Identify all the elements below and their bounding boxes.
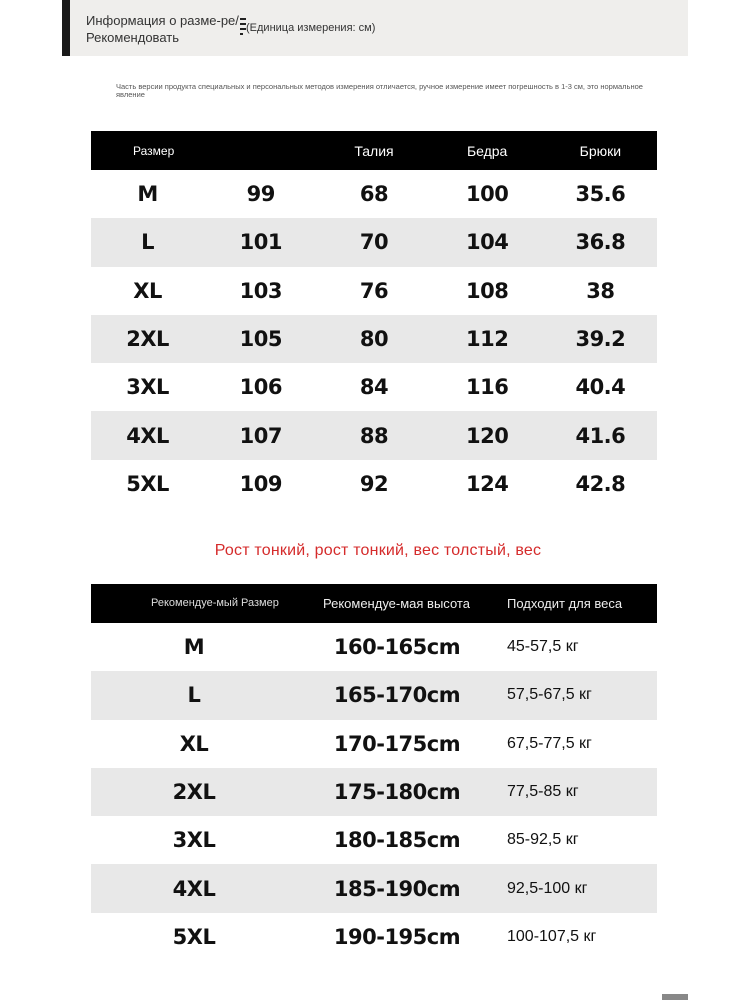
size-cell: 3XL — [172, 828, 216, 853]
value-cell: 101 — [204, 218, 317, 266]
table-row — [91, 218, 657, 266]
waist-cell: 70 — [317, 218, 430, 266]
trousers-cell: 38 — [586, 278, 615, 303]
size-cell: 2XL — [91, 768, 297, 816]
hips-cell: 116 — [465, 375, 509, 400]
height-cell: 190-195cm — [333, 924, 461, 949]
height-cell: 160-165cm — [333, 635, 461, 660]
weight-cell: 100-107,5 кг — [507, 927, 597, 945]
weight-cell: 85-92,5 кг — [507, 831, 579, 849]
waist-cell: 92 — [359, 471, 389, 496]
hips-cell: 104 — [431, 218, 544, 266]
value-cell: 106 — [239, 375, 282, 400]
waist-cell: 84 — [359, 375, 389, 400]
waist-cell: 88 — [317, 411, 430, 459]
promo-text: Рост тонкий, рост тонкий, вес толстый, вес — [214, 542, 542, 559]
size-table-header — [91, 131, 657, 170]
trousers-cell: 40.4 — [575, 375, 626, 400]
value-cell: 107 — [204, 411, 317, 459]
table-row — [91, 315, 657, 363]
header-trousers: Брюки — [544, 131, 657, 170]
table-row — [91, 267, 657, 315]
trousers-cell: 35.6 — [575, 182, 626, 207]
unit-label: (Единица измерения: см) — [246, 22, 376, 34]
height-cell: 165-170cm — [297, 671, 497, 719]
size-cell: XL — [133, 278, 162, 303]
size-cell: 2XL — [91, 315, 204, 363]
hips-cell: 124 — [465, 471, 509, 496]
header-accent-bar — [62, 0, 70, 56]
size-cell: 4XL — [91, 411, 204, 459]
waist-cell: 68 — [359, 182, 389, 207]
weight-cell: 77,5-85 кг — [497, 768, 657, 816]
trousers-cell: 39.2 — [544, 315, 657, 363]
header-size: Размер — [91, 131, 204, 170]
table-row — [91, 170, 657, 218]
table-row — [91, 864, 657, 912]
weight-cell: 57,5-67,5 кг — [497, 671, 657, 719]
trousers-cell: 36.8 — [544, 218, 657, 266]
size-table — [91, 131, 657, 508]
size-info-header — [62, 0, 688, 56]
table-row — [91, 720, 657, 768]
hips-cell: 112 — [431, 315, 544, 363]
size-cell: 3XL — [126, 375, 169, 400]
table-row — [91, 768, 657, 816]
waist-cell: 76 — [359, 278, 389, 303]
table-row — [91, 671, 657, 719]
table-row — [91, 460, 657, 508]
value-cell: 105 — [204, 315, 317, 363]
table-row — [91, 623, 657, 671]
table-row — [91, 913, 657, 961]
recommendation-table-header — [91, 584, 657, 623]
size-cell: 5XL — [126, 471, 169, 496]
header-hips: Бедра — [431, 131, 544, 170]
header-title: Информация о разме-ре/Рекомендовать — [86, 13, 239, 45]
trousers-cell: 41.6 — [544, 411, 657, 459]
size-cell: M — [183, 635, 205, 660]
height-cell: 170-175cm — [333, 731, 461, 756]
trousers-cell: 42.8 — [575, 471, 626, 496]
corner-decoration — [662, 994, 688, 1000]
hips-cell: 108 — [465, 278, 509, 303]
hips-cell: 120 — [431, 411, 544, 459]
weight-cell: 92,5-100 кг — [497, 864, 657, 912]
value-cell: 109 — [239, 471, 282, 496]
header-suitable-weight: Подходит для веса — [497, 584, 657, 623]
header-recommended-height: Рекомендуе-мая высота — [297, 584, 497, 623]
size-cell: XL — [179, 731, 209, 756]
weight-cell: 67,5-77,5 кг — [507, 734, 592, 752]
height-cell: 175-180cm — [297, 768, 497, 816]
waist-cell: 80 — [317, 315, 430, 363]
hips-cell: 100 — [465, 182, 509, 207]
value-cell: 103 — [239, 278, 282, 303]
size-cell: L — [91, 218, 204, 266]
recommendation-table — [91, 584, 657, 961]
measurement-note: Часть версии продукта специальных и персональных методов измерения отличается, ручное измерение имеет погрешность в 1-3 см, это нормальное явление — [116, 82, 643, 99]
weight-cell: 45-57,5 кг — [507, 638, 579, 656]
table-row — [91, 363, 657, 411]
table-row — [91, 411, 657, 459]
size-cell: 5XL — [172, 924, 216, 949]
header-recommended-size: Рекомендуе-мый Размер — [91, 584, 297, 623]
table-row — [91, 816, 657, 864]
size-cell: 4XL — [91, 864, 297, 912]
value-cell: 99 — [246, 182, 275, 207]
size-cell: M — [137, 182, 158, 207]
header-waist: Талия — [317, 131, 430, 170]
header-blank — [204, 131, 317, 170]
height-cell: 180-185cm — [333, 828, 461, 853]
size-cell: L — [91, 671, 297, 719]
height-cell: 185-190cm — [297, 864, 497, 912]
